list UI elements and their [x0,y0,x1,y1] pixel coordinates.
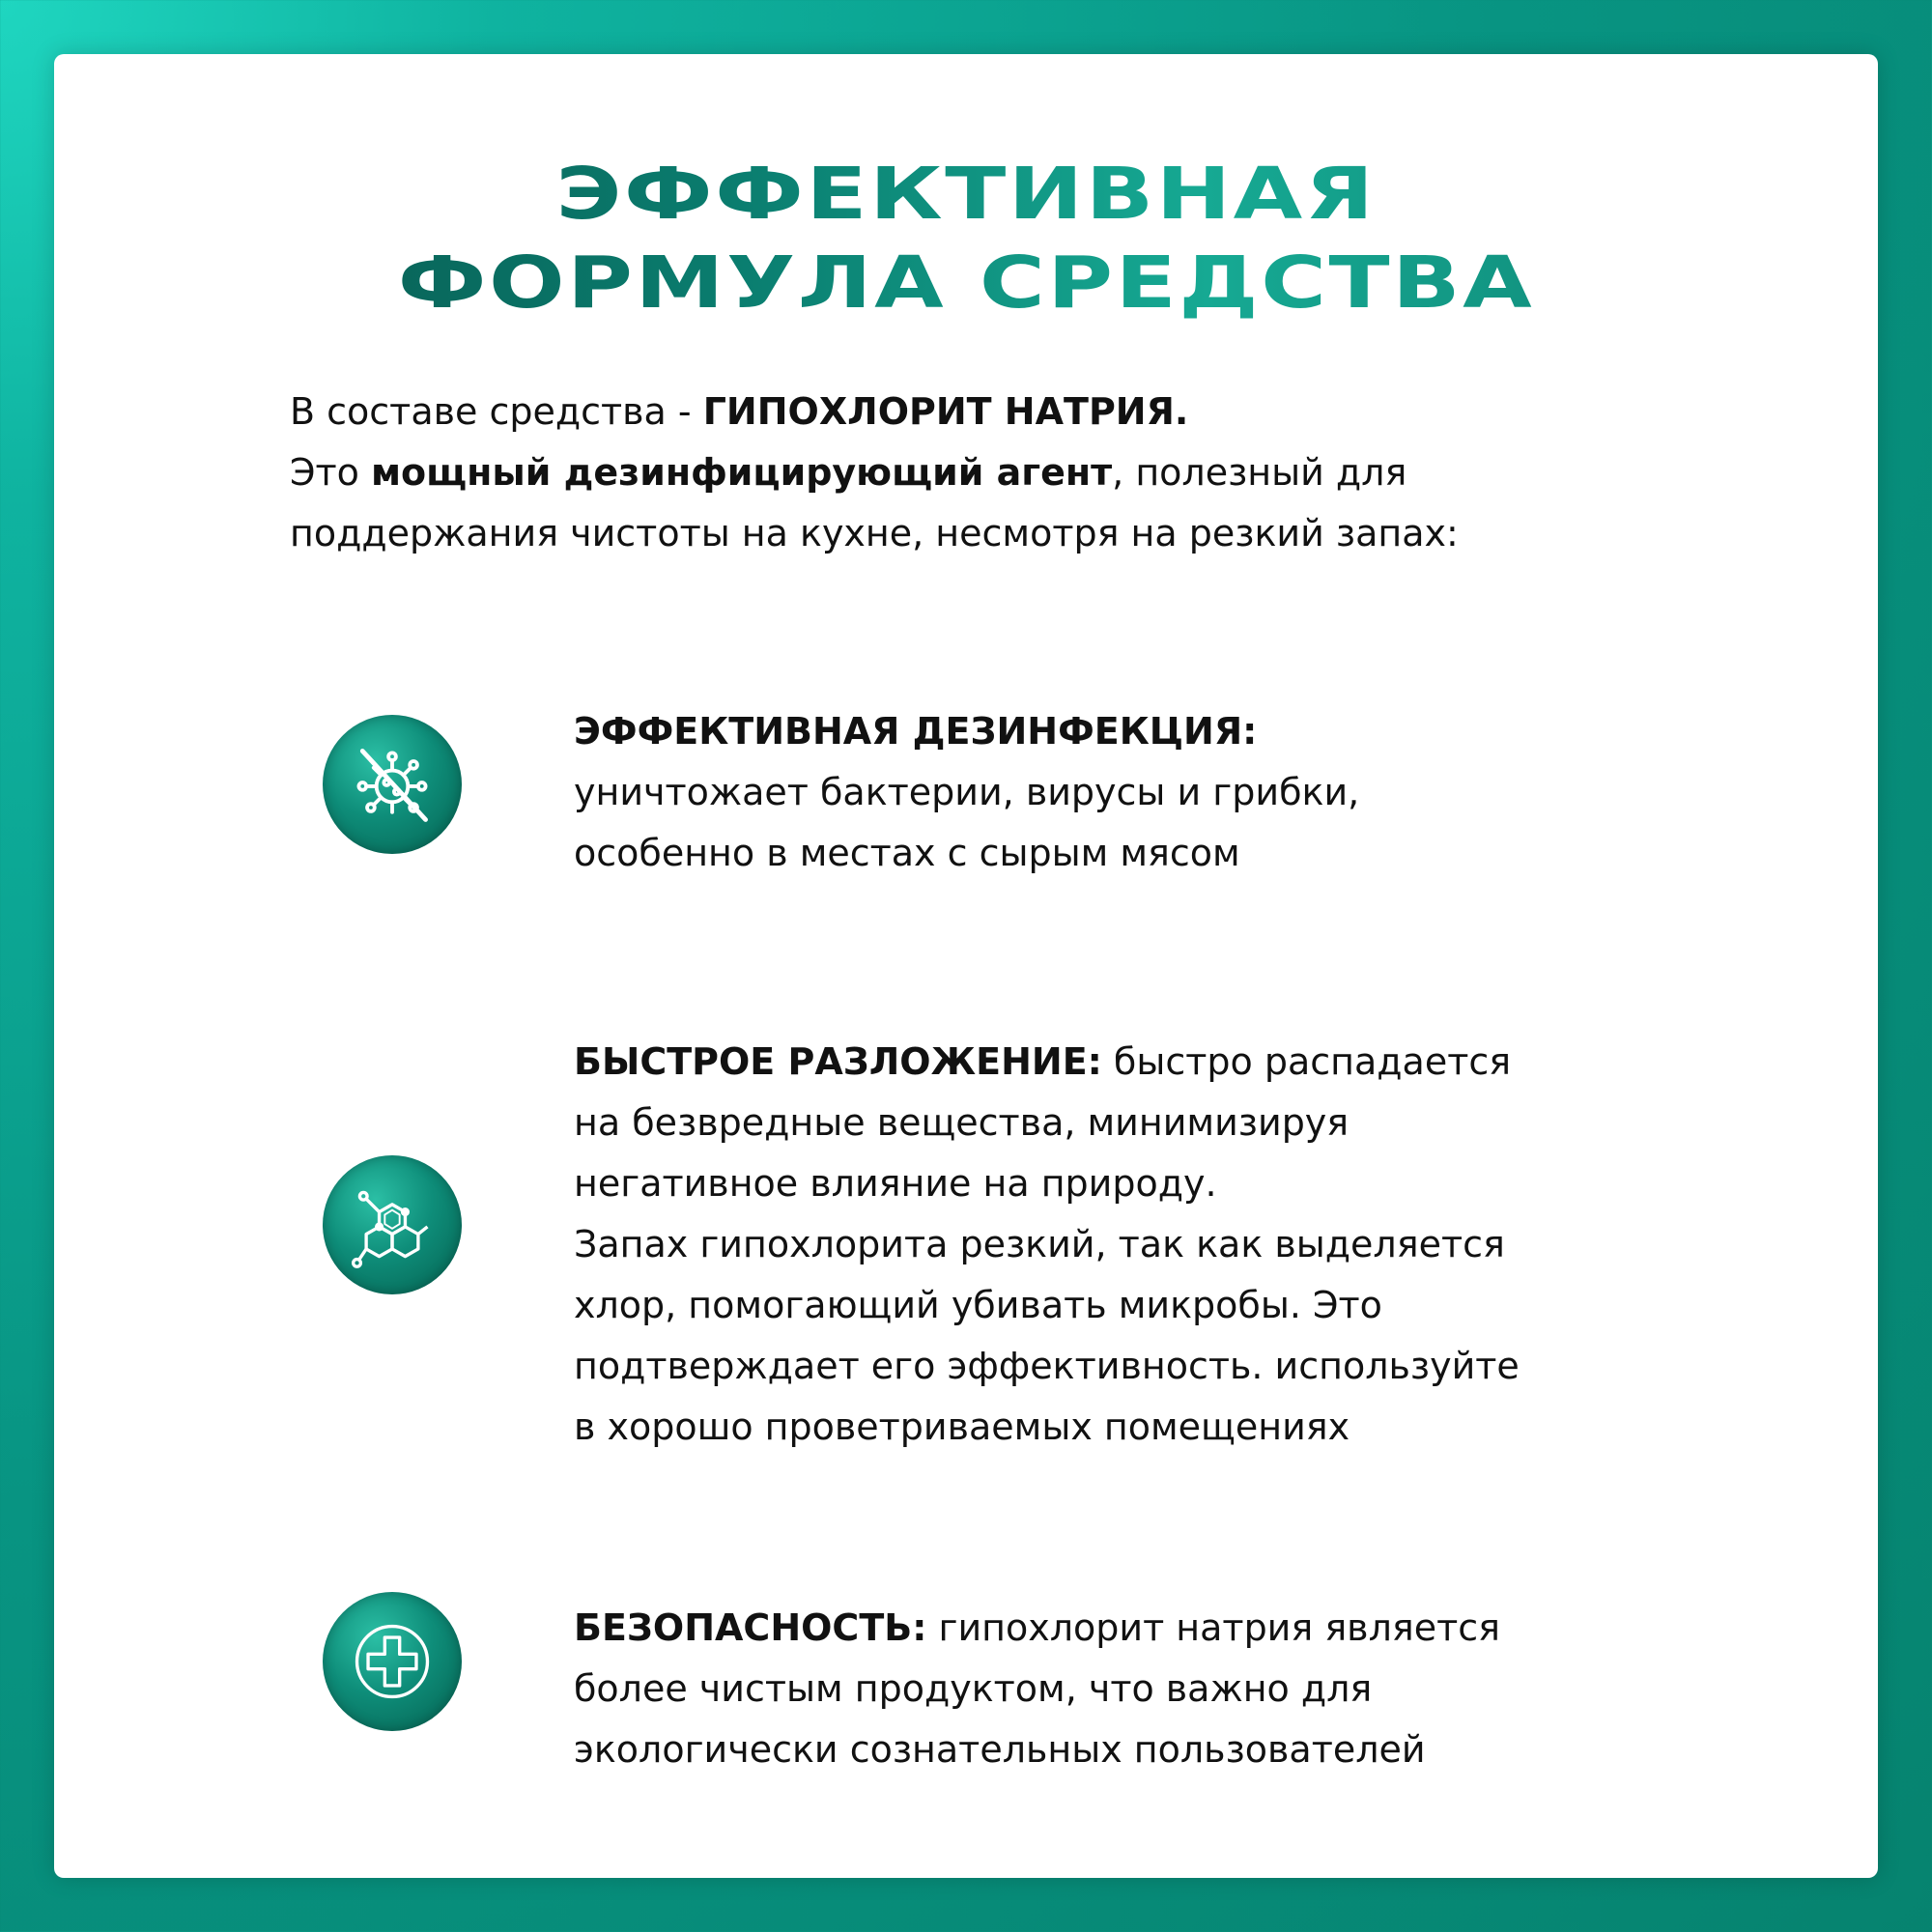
title-line-1: ЭФФЕКТИВНАЯ [555,153,1377,236]
feature-decomposition-line: Запах гипохлорита резкий, так как выделяется [574,1223,1505,1265]
title-line-2: ФОРМУЛА СРЕДСТВА [397,242,1535,325]
feature-decomposition-line: на безвредные вещества, минимизируя [574,1101,1350,1144]
medical-cross-icon [323,1592,462,1731]
feature-decomposition-line: негативное влияние на природу. [574,1162,1217,1205]
feature-decomposition-heading: БЫСТРОЕ РАЗЛОЖЕНИЕ: [574,1040,1102,1083]
feature-disinfection-line: уничтожает бактерии, вирусы и грибки, [574,771,1360,813]
intro-line2-prefix: Это [290,451,371,494]
feature-decomposition [574,1032,1636,1458]
molecule-icon [323,1155,462,1294]
feature-decomposition-line: в хорошо проветриваемых помещениях [574,1406,1350,1448]
feature-safety-line: более чистым продуктом, что важно для [574,1667,1373,1710]
feature-safety-heading: БЕЗОПАСНОСТЬ: [574,1606,927,1649]
feature-safety [574,1598,1636,1780]
virus-crossed-icon [323,715,462,854]
intro-paragraph [290,382,1642,564]
feature-safety-heading-tail: гипохлорит натрия является [926,1606,1500,1649]
feature-disinfection-line: особенно в местах с сырым мясом [574,832,1240,874]
intro-ingredient: ГИПОХЛОРИТ НАТРИЯ. [702,390,1189,433]
feature-decomposition-line: подтверждает его эффективность. используйте [574,1345,1520,1387]
intro-agent: мощный дезинфицирующий агент [371,451,1113,494]
feature-safety-line: экологически сознательных пользователей [574,1728,1426,1771]
feature-disinfection [574,701,1636,884]
intro-line2-suffix: , полезный для поддержания чистоты на кухне, несмотря на резкий запах: [290,451,1459,554]
feature-disinfection-heading: ЭФФЕКТИВНАЯ ДЕЗИНФЕКЦИЯ: [574,710,1258,753]
intro-prefix: В составе средства - [290,390,703,433]
page-title [0,150,1932,327]
feature-decomposition-line: хлор, помогающий убивать микробы. Это [574,1284,1382,1326]
feature-decomposition-heading-tail: быстро распадается [1101,1040,1512,1083]
